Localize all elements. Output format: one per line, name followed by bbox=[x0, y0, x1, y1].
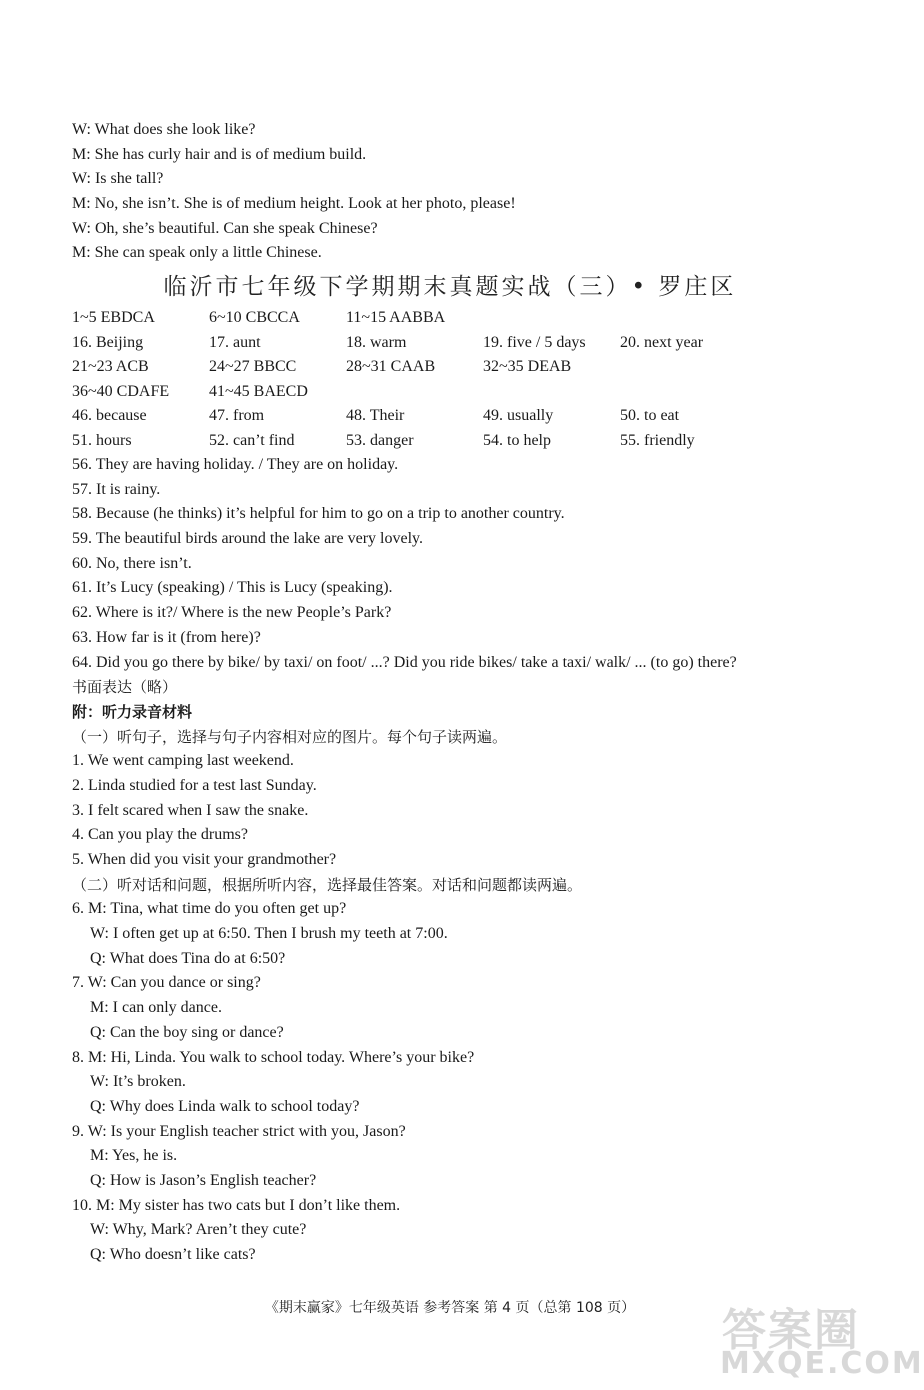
answer-row bbox=[72, 380, 832, 405]
part1-instruction: （一）听句子，选择与句子内容相对应的图片。每个句子读两遍。 bbox=[72, 727, 508, 746]
listening-item: 3. I felt scared when I saw the snake. bbox=[72, 801, 309, 819]
listening-item: 9. W: Is your English teacher strict with you, Jason? bbox=[72, 1122, 406, 1140]
listening-item: Q: Who doesn’t like cats? bbox=[90, 1246, 256, 1263]
answer-cell: 55. friendly bbox=[620, 431, 695, 449]
watermark-text-bottom: MXQE.COM bbox=[720, 1346, 924, 1381]
dialog-line: W: What does she look like? bbox=[72, 121, 256, 138]
answer-row bbox=[72, 306, 832, 331]
listening-item: Q: Why does Linda walk to school today? bbox=[90, 1097, 360, 1115]
answer-grid bbox=[72, 306, 832, 454]
dialog-top bbox=[72, 118, 832, 266]
answer-row bbox=[72, 404, 832, 429]
listening-item: 7. W: Can you dance or sing? bbox=[72, 974, 261, 992]
listening-item: Q: How is Jason’s English teacher? bbox=[90, 1171, 317, 1189]
answer-cell: 52. can’t find bbox=[209, 431, 295, 449]
answer-line: 58. Because (he thinks) it’s helpful for him to go on a trip to another country. bbox=[72, 505, 565, 523]
answer-cell: 20. next year bbox=[620, 333, 704, 351]
answer-line: 60. No, there isn’t. bbox=[72, 554, 192, 572]
listening-item: 5. When did you visit your grandmother? bbox=[72, 851, 337, 868]
answer-cell: 36~40 CDAFE bbox=[72, 382, 170, 400]
listening-item: 6. M: Tina, what time do you often get up? bbox=[72, 900, 347, 918]
listening-item: 10. M: My sister has two cats but I don’t like them. bbox=[72, 1196, 401, 1214]
listening-item: Q: What does Tina do at 6:50? bbox=[90, 949, 286, 967]
answer-line: 56. They are having holiday. / They are on holiday. bbox=[72, 456, 399, 473]
answer-row bbox=[72, 331, 832, 356]
appendix-heading: 附：听力录音材料 bbox=[72, 702, 193, 721]
answer-line: 59. The beautiful birds around the lake are very lovely. bbox=[72, 530, 423, 548]
listening-item: 1. We went camping last weekend. bbox=[72, 752, 294, 770]
answer-cell: 21~23 ACB bbox=[72, 358, 149, 376]
answer-cell: 41~45 BAECD bbox=[209, 382, 308, 400]
answer-row bbox=[72, 429, 832, 454]
answer-cell: 32~35 DEAB bbox=[483, 358, 572, 376]
listening-item: Q: Can the boy sing or dance? bbox=[90, 1023, 284, 1041]
answer-cell: 18. warm bbox=[346, 333, 407, 351]
answers-and-listening bbox=[72, 453, 872, 1268]
answer-cell: 24~27 BBCC bbox=[209, 358, 297, 376]
answer-cell: 16. Beijing bbox=[72, 333, 144, 351]
dialog-line: M: No, she isn’t. She is of medium height. Look at her photo, please! bbox=[72, 195, 516, 213]
answer-line: 62. Where is it?/ Where is the new People’s Park? bbox=[72, 604, 392, 622]
answer-cell: 46. because bbox=[72, 407, 147, 425]
answer-line: 64. Did you go there by bike/ by taxi/ on foot/ ...? Did you ride bikes/ take a taxi/ walk/ ... (to go) there? bbox=[72, 653, 737, 671]
answer-cell: 48. Their bbox=[346, 407, 405, 425]
part2-instruction: （二）听对话和问题，根据所听内容，选择最佳答案。对话和问题都读两遍。 bbox=[72, 875, 583, 894]
dialog-line: M: She can speak only a little Chinese. bbox=[72, 244, 322, 262]
section-title: 临沂市七年级下学期期末真题实战（三）• 罗庄区 bbox=[163, 274, 737, 300]
watermark-text-top: 答案圈 bbox=[722, 1305, 860, 1356]
dialog-line: W: Oh, she’s beautiful. Can she speak Chinese? bbox=[72, 219, 378, 237]
listening-item: 8. M: Hi, Linda. You walk to school today. Where’s your bike? bbox=[72, 1048, 475, 1066]
answer-cell: 6~10 CBCCA bbox=[209, 309, 300, 326]
listening-item: M: Yes, he is. bbox=[90, 1147, 178, 1165]
answer-cell: 54. to help bbox=[483, 431, 551, 449]
answer-line: 57. It is rainy. bbox=[72, 480, 161, 498]
dialog-line: M: She has curly hair and is of medium build. bbox=[72, 145, 367, 163]
answer-cell: 11~15 AABBA bbox=[346, 309, 446, 326]
dialog-line: W: Is she tall? bbox=[72, 170, 164, 188]
answer-cell: 49. usually bbox=[483, 407, 554, 425]
listening-item: 4. Can you play the drums? bbox=[72, 826, 248, 844]
answer-cell: 1~5 EBDCA bbox=[72, 309, 155, 326]
answer-cell: 51. hours bbox=[72, 431, 132, 449]
answer-cell: 17. aunt bbox=[209, 333, 261, 351]
answer-cell: 28~31 CAAB bbox=[346, 358, 436, 376]
writing-note: 书面表达（略） bbox=[72, 678, 178, 697]
listening-item: W: Why, Mark? Aren’t they cute? bbox=[90, 1221, 307, 1239]
answer-cell: 50. to eat bbox=[620, 407, 680, 425]
listening-item: 2. Linda studied for a test last Sunday. bbox=[72, 776, 317, 794]
page-footer: 《期末赢家》七年级英语 参考答案 第 4 页（总第 108 页） bbox=[264, 1300, 636, 1316]
answer-cell: 19. five / 5 days bbox=[483, 333, 586, 351]
answer-cell: 47. from bbox=[209, 407, 265, 425]
answer-line: 61. It’s Lucy (speaking) / This is Lucy (speaking). bbox=[72, 579, 393, 597]
listening-item: M: I can only dance. bbox=[90, 999, 222, 1017]
listening-item: W: I often get up at 6:50. Then I brush my teeth at 7:00. bbox=[90, 925, 448, 943]
answer-row bbox=[72, 355, 832, 380]
listening-item: W: It’s broken. bbox=[90, 1073, 186, 1091]
watermark-logo bbox=[712, 1294, 924, 1384]
answer-line: 63. How far is it (from here)? bbox=[72, 628, 261, 646]
answer-cell: 53. danger bbox=[346, 431, 414, 449]
